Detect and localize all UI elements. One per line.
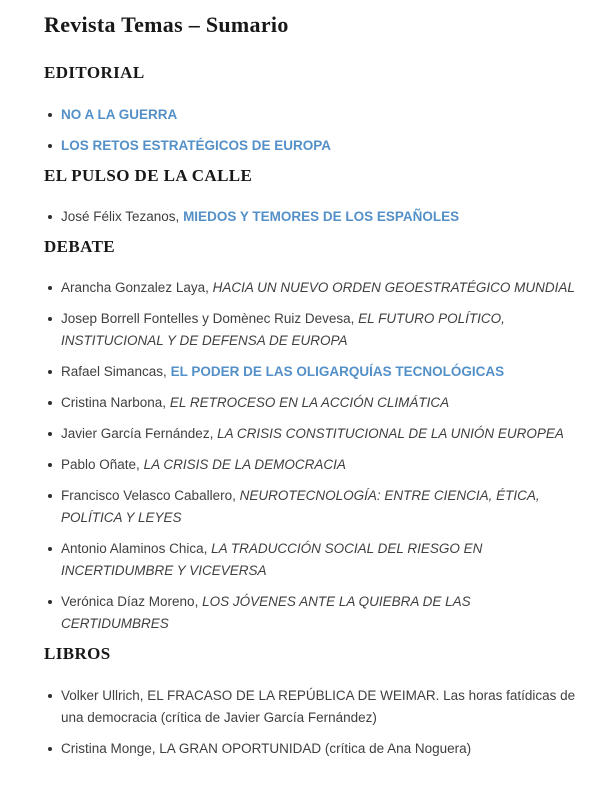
- article-author: Pablo Oñate,: [61, 457, 144, 473]
- section-heading-libros: LIBROS: [44, 644, 111, 664]
- article-title: LA CRISIS DE LA DEMOCRACIA: [143, 457, 346, 473]
- article-title: LA TRADUCCIÓN SOCIAL DEL RIESGO EN INCERTIDUMBRE Y VICEVERSA: [61, 541, 483, 579]
- article-title: LA GRAN OPORTUNIDAD (crítica de Ana Noguera): [159, 740, 472, 756]
- article-title: LA CRISIS CONSTITUCIONAL DE LA UNIÓN EUROPEA: [217, 426, 564, 442]
- list-item: [61, 738, 576, 760]
- toc-sections: [44, 63, 576, 760]
- article-author: José Félix Tezanos,: [61, 209, 184, 225]
- list-item: [61, 277, 576, 299]
- article-link[interactable]: LOS RETOS ESTRATÉGICOS DE EUROPA: [61, 137, 332, 153]
- list-item: [61, 392, 576, 414]
- article-author: Cristina Narbona,: [61, 395, 170, 411]
- article-title: HACIA UN NUEVO ORDEN GEOESTRATÉGICO MUNDIAL: [212, 280, 575, 296]
- list-item: [61, 423, 576, 445]
- article-author: Verónica Díaz Moreno,: [61, 594, 203, 610]
- article-link[interactable]: NO A LA GUERRA: [61, 106, 178, 122]
- list-item: [61, 308, 576, 352]
- section-heading-el-pulso-de-la-calle: EL PULSO DE LA CALLE: [44, 165, 253, 185]
- article-author: Antonio Alaminos Chica,: [61, 541, 212, 557]
- article-title: EL FUTURO POLÍTICO, INSTITUCIONAL Y DE DEFENSA DE EUROPA: [61, 311, 505, 349]
- list-item: [61, 135, 576, 157]
- article-author: Cristina Monge,: [61, 740, 160, 756]
- article-link[interactable]: MIEDOS Y TEMORES DE LOS ESPAÑOLES: [183, 209, 460, 225]
- section-list-debate: [44, 277, 576, 635]
- article-title: EL FRACASO DE LA REPÚBLICA DE WEIMAR. Las horas fatídicas de una democracia (crítica de Javier García Fernández): [61, 687, 576, 725]
- article-author: Francisco Velasco Caballero,: [61, 488, 240, 504]
- list-item: [61, 104, 576, 126]
- page-title: Revista Temas – Sumario: [44, 12, 289, 37]
- section-heading-debate: DEBATE: [44, 237, 116, 257]
- article-author: Volker Ullrich,: [61, 687, 148, 703]
- section-heading-editorial: EDITORIAL: [44, 63, 145, 83]
- article-author: Josep Borrell Fontelles y Domènec Ruiz Devesa,: [61, 311, 359, 327]
- article-author: Javier García Fernández,: [61, 426, 218, 442]
- list-item: [61, 685, 576, 729]
- list-item: [61, 206, 576, 228]
- article-title: NEUROTECNOLOGÍA: ENTRE CIENCIA, ÉTICA, POLÍTICA Y LEYES: [61, 488, 540, 526]
- article-author: Arancha Gonzalez Laya,: [61, 280, 213, 296]
- article-author: Rafael Simancas,: [61, 364, 171, 380]
- section-list-editorial: [44, 104, 576, 157]
- article-link[interactable]: EL PODER DE LAS OLIGARQUÍAS TECNOLÓGICAS: [170, 364, 505, 380]
- list-item: [61, 485, 576, 529]
- section-list-libros: [44, 685, 576, 760]
- article-title: EL RETROCESO EN LA ACCIÓN CLIMÁTICA: [169, 395, 450, 411]
- list-item: [61, 591, 576, 635]
- list-item: [61, 454, 576, 476]
- list-item: [61, 361, 576, 383]
- section-list-el-pulso-de-la-calle: [44, 206, 576, 228]
- article-title: LOS JÓVENES ANTE LA QUIEBRA DE LAS CERTIDUMBRES: [61, 594, 471, 632]
- list-item: [61, 538, 576, 582]
